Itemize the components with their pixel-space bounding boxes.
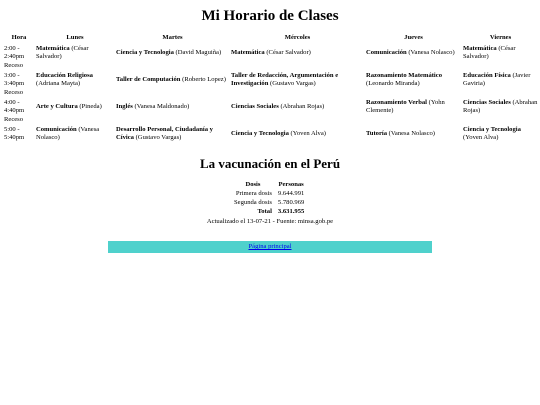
- vaccination-table: [231, 180, 307, 216]
- table-row: [3, 43, 539, 62]
- table-row: [231, 198, 307, 207]
- teacher-name: (David Maguiña): [175, 48, 222, 56]
- dose-value: 9.644.991: [277, 189, 305, 197]
- teacher-name: (Leonardo Miranda): [366, 79, 420, 87]
- class-cell: [230, 124, 365, 143]
- empty-cell: [462, 62, 539, 70]
- table-row: [231, 189, 307, 198]
- class-cell: [115, 97, 230, 116]
- class-cell: [462, 124, 539, 143]
- subject-name: Educación Religiosa: [36, 71, 93, 79]
- teacher-name: (Yoven Alva): [290, 129, 326, 137]
- home-link[interactable]: Página principal: [248, 243, 292, 250]
- teacher-name: (Abrahan Rojas): [463, 98, 538, 114]
- vaccination-header-row: [231, 180, 307, 189]
- header-miercoles: Mércoles: [284, 34, 311, 41]
- subject-name: Matemática: [463, 44, 497, 52]
- break-row: [3, 89, 539, 97]
- subject-name: Desarrollo Personal, Ciudadanía y Cívica: [116, 125, 213, 141]
- subject-name: Razonamiento Matemático: [366, 71, 442, 79]
- class-cell: [462, 97, 539, 116]
- teacher-name: (Pineda): [79, 102, 102, 110]
- dose-value: 5.780.969: [277, 198, 305, 206]
- class-cell: [462, 43, 539, 62]
- empty-cell: [115, 89, 230, 97]
- header-lunes: Lunes: [66, 34, 84, 41]
- empty-cell: [35, 89, 115, 97]
- dose-label: Primera dosis: [235, 189, 272, 197]
- class-cell: [35, 43, 115, 62]
- empty-cell: [230, 89, 365, 97]
- empty-cell: [35, 116, 115, 124]
- teacher-name: (César Salvador): [36, 44, 89, 60]
- dose-value: 3.631.955: [277, 207, 305, 215]
- class-cell: [115, 43, 230, 62]
- class-cell: [365, 70, 462, 89]
- class-cell: [230, 70, 365, 89]
- teacher-name: (Yoven Alva): [463, 133, 499, 141]
- time-slot: 4:00 - 4:40pm: [4, 98, 25, 114]
- class-cell: [365, 124, 462, 143]
- subject-name: Matemática: [36, 44, 70, 52]
- header-jueves: Jueves: [404, 34, 423, 41]
- subject-name: Tutoría: [366, 129, 388, 137]
- class-cell: [230, 43, 365, 62]
- class-cell: [115, 124, 230, 143]
- teacher-name: (César Salvador): [463, 44, 516, 60]
- source-note: Actualizado el 13-07-21 - Fuente: minsa.gob.pe: [206, 218, 334, 225]
- footer-bar: [108, 241, 432, 253]
- teacher-name: (Adriana Mayta): [36, 79, 81, 87]
- break-row: [3, 116, 539, 124]
- subject-name: Comunicación: [36, 125, 77, 133]
- empty-cell: [365, 116, 462, 124]
- header-personas: Personas: [278, 180, 304, 188]
- teacher-name: (Abrahan Rojas): [280, 102, 325, 110]
- header-martes: Martes: [162, 34, 183, 41]
- header-hora: Hora: [11, 34, 27, 41]
- time-slot: 5:00 - 5:40pm: [4, 125, 25, 141]
- subject-name: Matemática: [231, 48, 265, 56]
- teacher-name: (Yohn Clemente): [366, 98, 445, 114]
- class-cell: [365, 97, 462, 116]
- teacher-name: (Vanesa Maldonado): [134, 102, 190, 110]
- subject-name: Ciencia y Tecnologia: [116, 48, 174, 56]
- empty-cell: [365, 89, 462, 97]
- subject-name: Ciencias Sociales: [231, 102, 279, 110]
- teacher-name: (César Salvador): [266, 48, 311, 56]
- break-label: Receso: [4, 89, 24, 96]
- empty-cell: [462, 116, 539, 124]
- header-dosis: Dosis: [245, 180, 261, 188]
- schedule-table: [3, 34, 539, 143]
- table-row: [3, 97, 539, 116]
- class-cell: [35, 124, 115, 143]
- table-row: [3, 124, 539, 143]
- teacher-name: (Javier Gaviria): [463, 71, 531, 87]
- class-cell: [35, 70, 115, 89]
- class-cell: [230, 97, 365, 116]
- time-slot: 2:00 - 2:40pm: [4, 44, 25, 60]
- teacher-name: (Vanesa Nolasco): [388, 129, 435, 137]
- empty-cell: [230, 116, 365, 124]
- header-viernes: Viernes: [489, 34, 512, 41]
- teacher-name: (Vanesa Nolasco): [36, 125, 100, 141]
- empty-cell: [365, 62, 462, 70]
- subject-name: Educación Física: [463, 71, 511, 79]
- teacher-name: (Gustavo Vargas): [270, 79, 316, 87]
- subject-name: Ciencias Sociales: [463, 98, 511, 106]
- table-row-total: [231, 207, 307, 216]
- subject-name: Razonamiento Verbal: [366, 98, 427, 106]
- teacher-name: (Gustavo Vargas): [135, 133, 182, 141]
- class-cell: [115, 70, 230, 89]
- vaccination-title: La vacunación en el Perú: [199, 156, 341, 171]
- empty-cell: [115, 116, 230, 124]
- subject-name: Comunicación: [366, 48, 407, 56]
- subject-name: Taller de Redacción, Argumentación e Investigación: [231, 71, 339, 87]
- subject-name: Ciencia y Tecnologia: [231, 129, 289, 137]
- empty-cell: [35, 62, 115, 70]
- break-label: Receso: [4, 62, 24, 69]
- dose-label: Total: [257, 207, 272, 215]
- subject-name: Inglés: [116, 102, 133, 110]
- schedule-body: [3, 43, 539, 143]
- time-slot: 3:00 - 3:40pm: [4, 71, 25, 87]
- class-cell: [462, 70, 539, 89]
- class-cell: [365, 43, 462, 62]
- subject-name: Taller de Computación: [116, 75, 181, 83]
- empty-cell: [115, 62, 230, 70]
- class-cell: [35, 97, 115, 116]
- subject-name: Arte y Cultura: [36, 102, 78, 110]
- subject-name: Ciencia y Tecnologia: [463, 125, 521, 133]
- break-row: [3, 62, 539, 70]
- table-row: [3, 70, 539, 89]
- teacher-name: (Roberto Lopez): [182, 75, 226, 83]
- dose-label: Segunda dosis: [234, 198, 272, 206]
- break-label: Receso: [4, 116, 24, 123]
- page-title: Mi Horario de Clases: [201, 8, 339, 24]
- empty-cell: [230, 62, 365, 70]
- teacher-name: (Vanesa Nolasco): [408, 48, 455, 56]
- empty-cell: [462, 89, 539, 97]
- schedule-header-row: [3, 34, 539, 43]
